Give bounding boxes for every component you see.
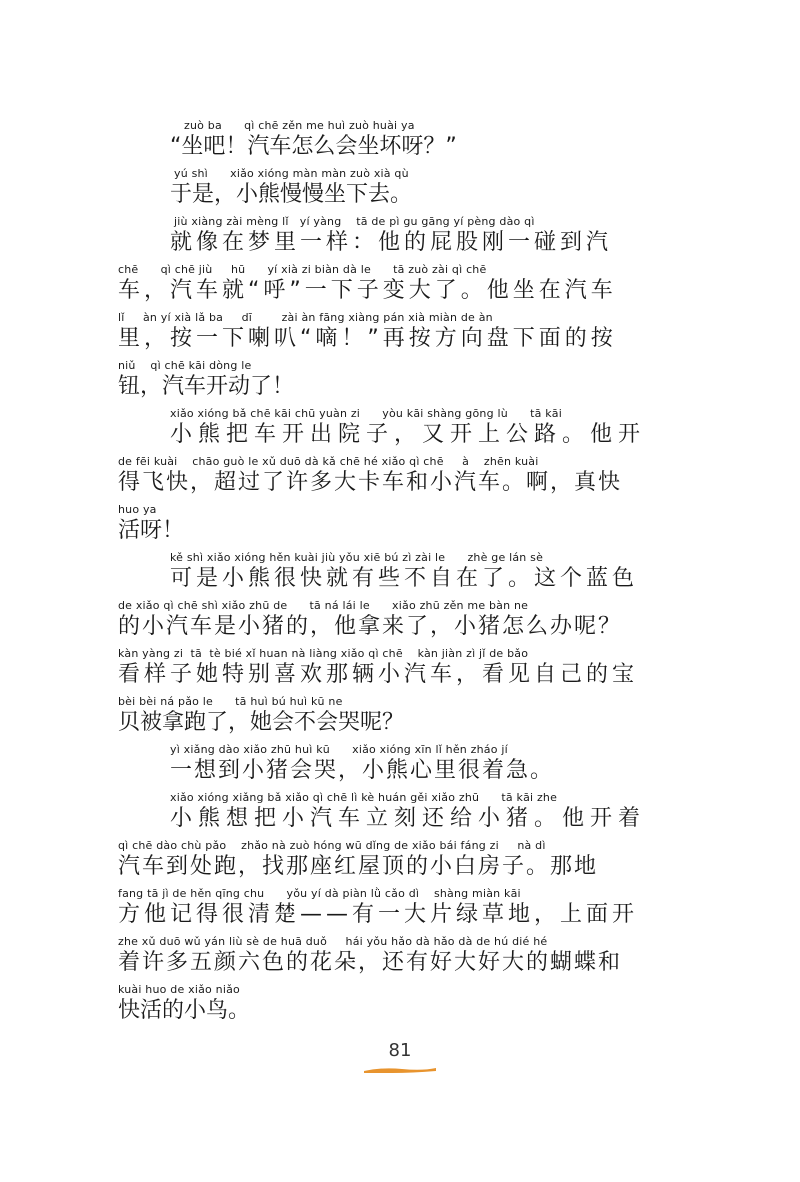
- hanzi-line: 看样子她特别喜欢那辆小汽车，看见自己的宝: [118, 662, 639, 687]
- pinyin-line: jiù xiàng zài mèng lǐ yí yàng tā de pì gu gāng yí pèng dào qì: [174, 215, 535, 228]
- pinyin-line: kàn yàng zi tā tè bié xǐ huan nà liàng xiǎo qì chē kàn jiàn zì jǐ de bǎo: [118, 647, 529, 660]
- text-line: [170, 552, 770, 596]
- pinyin-line: zhe xǔ duō wǔ yán liù sè de huā duǒ hái yǒu hǎo dà hǎo dà de hú dié hé: [118, 935, 548, 948]
- pinyin-line: xiǎo xióng xiǎng bǎ xiǎo qì chē lì kè huán gěi xiǎo zhū tā kāi zhe: [170, 791, 558, 804]
- text-line: [118, 312, 778, 356]
- hanzi-line: 贝被拿跑了，她会不会哭呢？: [118, 710, 405, 735]
- text-line: [170, 408, 770, 452]
- hanzi-line: 小熊想把小汽车立刻还给小猪。他开着: [170, 806, 647, 831]
- page-number: 81: [388, 1040, 412, 1061]
- hanzi-line: 可是小熊很快就有些不自在了。这个蓝色: [170, 566, 639, 591]
- pinyin-line: fang tā jì de hěn qīng chu yǒu yí dà piàn lǜ cǎo dì shàng miàn kāi: [118, 887, 521, 900]
- text-line: [118, 936, 778, 980]
- hanzi-line: 得飞快，超过了许多大卡车和小汽车。啊，真快: [118, 470, 623, 495]
- pinyin-line: yì xiǎng dào xiǎo zhū huì kū xiǎo xióng xīn lǐ hěn zháo jí: [170, 743, 508, 756]
- hanzi-line: 的小汽车是小猪的，他拿来了，小猪怎么办呢？: [118, 614, 623, 639]
- pinyin-line: lǐ àn yí xià lǎ ba dī zài àn fāng xiàng pán xià miàn de àn: [118, 311, 493, 324]
- text-line: [118, 984, 778, 1028]
- hanzi-line: “坐吧！汽车怎么会坐坏呀？”: [170, 134, 457, 159]
- hanzi-line: 方他记得很清楚——有一大片绿草地，上面开: [118, 902, 639, 927]
- text-line: [118, 888, 778, 932]
- text-line: [118, 840, 778, 884]
- hanzi-line: 一想到小猪会哭，小熊心里很着急。: [170, 758, 555, 783]
- hanzi-line: 于是，小熊慢慢坐下去。: [170, 182, 413, 207]
- text-line: [118, 504, 778, 548]
- hanzi-line: 钮，汽车开动了！: [118, 374, 295, 399]
- text-line: [170, 168, 770, 212]
- pinyin-line: chē qì chē jiù hū yí xià zi biàn dà le tā zuò zài qì chē: [118, 263, 487, 276]
- hanzi-line: 汽车到处跑，找那座红屋顶的小白房子。那地: [118, 854, 599, 879]
- hanzi-line: 就像在梦里一样：他的屁股刚一碰到汽: [170, 230, 613, 255]
- pinyin-line: kě shì xiǎo xióng hěn kuài jiù yǒu xiē bú zì zài le zhè ge lán sè: [170, 551, 544, 564]
- text-line: [118, 696, 778, 740]
- text-line: [170, 744, 770, 788]
- pinyin-line: kuài huo de xiǎo niǎo: [118, 983, 240, 996]
- text-line: [118, 456, 778, 500]
- hanzi-line: 着许多五颜六色的花朵，还有好大好大的蝴蝶和: [118, 950, 623, 975]
- pinyin-line: qì chē dào chù pǎo zhǎo nà zuò hóng wū dǐng de xiǎo bái fáng zi nà dì: [118, 839, 546, 852]
- hanzi-line: 车，汽车就“呼”一下子变大了。他坐在汽车: [118, 278, 617, 303]
- pinyin-line: de xiǎo qì chē shì xiǎo zhū de tā ná lái le xiǎo zhū zěn me bàn ne: [118, 599, 529, 612]
- text-line: [170, 120, 770, 164]
- text-line: [118, 648, 778, 692]
- pinyin-line: zuò ba qì chē zěn me huì zuò huài ya: [184, 119, 415, 132]
- text-line: [170, 792, 770, 836]
- pinyin-line: bèi bèi ná pǎo le tā huì bú huì kū ne: [118, 695, 343, 708]
- pinyin-line: huo ya: [118, 503, 157, 516]
- pinyin-line: xiǎo xióng bǎ chē kāi chū yuàn zi yòu kāi shàng gōng lù tā kāi: [170, 407, 562, 420]
- text-line: [170, 216, 770, 260]
- text-line: [118, 264, 778, 308]
- pinyin-line: yú shì xiǎo xióng màn màn zuò xià qù: [174, 167, 409, 180]
- text-line: [118, 600, 778, 644]
- page-number-underline: [362, 1064, 438, 1076]
- pinyin-line: niǔ qì chē kāi dòng le: [118, 359, 252, 372]
- text-line: [118, 360, 778, 404]
- pinyin-line: de fēi kuài chāo guò le xǔ duō dà kǎ chē hé xiǎo qì chē à zhēn kuài: [118, 455, 539, 468]
- hanzi-line: 活呀！: [118, 518, 185, 543]
- hanzi-line: 里，按一下喇叭“嘀！”再按方向盘下面的按: [118, 326, 617, 351]
- hanzi-line: 小熊把车开出院子，又开上公路。他开: [170, 422, 647, 447]
- hanzi-line: 快活的小鸟。: [118, 998, 251, 1023]
